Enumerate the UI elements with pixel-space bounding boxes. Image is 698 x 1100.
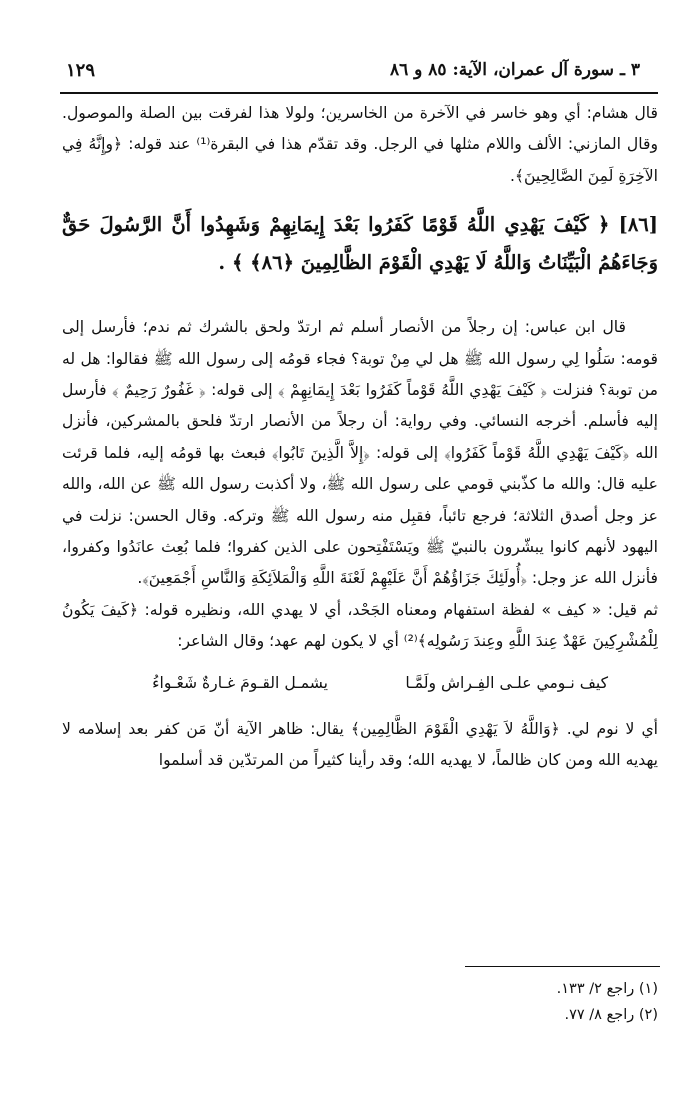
- closing-paragraph: أي لا نوم لي. ﴿وَاللَّهُ لاَ يَهْدِي الْقَوْمَ الظَّالِمِين﴾ يقال: ظاهر الآية أنّ مَن كفر بعد إسلامه لا يهديه الله ومن كان ظالماً، لا يهديه الله؛ وقد رأينا كثيراً من المرتدّين قد أسلموا: [62, 719, 658, 770]
- commentary-paragraph-1: [62, 312, 658, 595]
- footnote-divider: [465, 966, 660, 967]
- running-header: [60, 58, 658, 94]
- main-text: [62, 98, 658, 777]
- chapter-title: ٣ ـ سورة آل عمران، الآية: ٨٥ و ٨٦: [389, 60, 640, 80]
- poem-verse: [62, 670, 658, 706]
- poem-hemistich-first: كيف نـومي علـى الفِـراش ولَمَّـا: [405, 673, 608, 692]
- footnotes: [358, 976, 658, 1028]
- commentary-paragraph-2: ثم قيل: « كيف » لفظة استفهام ومعناه الجَحْد، أي لا يهدي الله، ونظيره قوله: ﴿كَيفَ يَكُونُ لِلْمُشْرِكِينَ عَهْدٌ عِندَ اللَّهِ وعِندَ رَسُولِه﴾⁽²⁾ أي لا يكون لهم عهد؛ وقال الشاعر:: [62, 600, 658, 651]
- footnote-1: (١) راجع ٢/ ١٣٣.: [556, 981, 658, 997]
- poem-hemistich-second: يشمـل القـومَ غـارةٌ شَعْـواءُ: [152, 673, 328, 692]
- commentary-text-1: قال ابن عباس: إن رجلاً من الأنصار أسلم ثم ارتدّ ولحق بالشرك ثم ندم؛ فأرسل إلى قومه: سَلُوا لِي رسول الله ﷺ هل لي مِنْ توبة؟ فجاء قومُه إلى رسول الله ﷺ فقالوا: هل له من توبة؟ فنزلت ﴿ كَيْفَ يَهْدِي اللَّهُ قَوْماً كَفَرُوا بَعْدَ إِيمَانِهِمْ ﴾ إلى قوله: ﴿ غَفُورٌ رَحِيمٌ ﴾ فأرسل إليه فأسلم. أخرجه النسائي. وفي رواية: أن رجلاً من الأنصار ارتدّ فلحق بالمشركين، فأنزل الله ﴿كَيْفَ يَهْدِي اللَّهُ قَوْماً كَفَرُوا﴾ إلى قوله: ﴿إِلاَّ الَّذِينَ تَابُوا﴾ فبعث بها قومُه إليه، فلما قرئت عليه قال: والله ما كذّبني قومي على رسول الله ﷺ، ولا أكذبت رسول الله ﷺ عن الله، والله عز وجل أصدق الثلاثة؛ فرجع تائباً، فقبِل منه رسول الله ﷺ وتركه. وقال الحسن: نزلت في اليهود لأنهم كانوا يبشّرون بالنبيّ ﷺ ويَسْتَفْتِحون على الذين كفروا؛ فلما بُعِث عانَدُوا وكفروا، فأنزل الله عز وجل: ﴿أُولَئِكَ جَزَاؤُهُمْ أَنَّ عَلَيْهِمْ لَعْنَةَ اللَّهِ وَالْمَلاَئِكَةِ وَالنَّاسِ أَجْمَعِينَ﴾.: [62, 318, 658, 588]
- intro-paragraph: قال هشام: أي وهو خاسر في الآخرة من الخاسرين؛ ولولا هذا لفرقت بين الصلة والموصول. وقال المازني: الألف واللام مثلها في الرجل. وقد تقدّم هذا في البقرة⁽¹⁾ عند قوله: ﴿وإِنَّهُ فِي الآخِرَةِ لَمِنَ الصَّالِحِينَ﴾.: [62, 104, 658, 185]
- footnote-2: (٢) راجع ٨/ ٧٧.: [564, 1007, 658, 1023]
- page-number: ١٢٩: [66, 60, 96, 81]
- quran-verse: [62, 206, 658, 282]
- verse-number: [٨٦]: [618, 213, 658, 237]
- verse-text: ﴿ كَيْفَ يَهْدِي اللَّهُ قَوْمًا كَفَرُوا بَعْدَ إِيمَانِهِمْ وَشَهِدُوا أَنَّ الرَّسُولَ حَقٌّ وَجَاءَهُمُ الْبَيِّنَاتُ وَاللَّهُ لَا يَهْدِي الْقَوْمَ الظَّالِمِينَ ﴿٨٦﴾ ﴾ .: [62, 213, 658, 275]
